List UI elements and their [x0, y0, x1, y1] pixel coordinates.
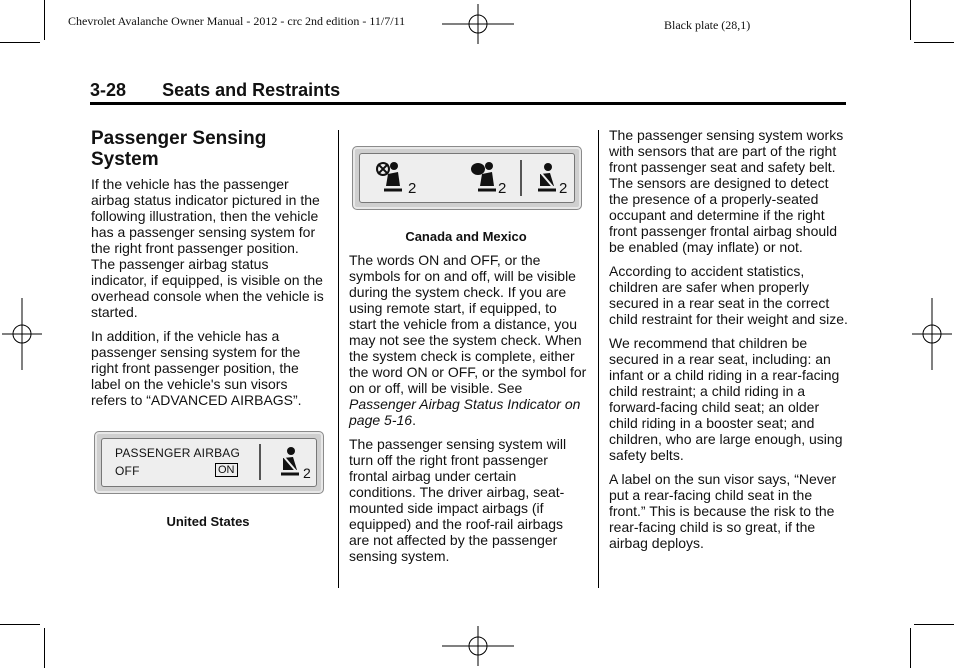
paragraph-text: .: [412, 412, 416, 428]
seat-belt-child-icon: [534, 162, 560, 196]
canada-airbag-indicator: [352, 146, 582, 210]
manual-info: Chevrolet Avalanche Owner Manual - 2012 - crc 2nd edition - 11/7/11: [68, 14, 406, 28]
column-2: [349, 252, 587, 572]
figure-caption: United States: [166, 514, 250, 529]
seat-belt-child-icon: [277, 446, 303, 480]
plate-label: Black plate (28,1): [664, 18, 751, 32]
us-airbag-indicator: [94, 431, 324, 494]
crop-mark: [44, 0, 45, 40]
seat-number: 2: [303, 465, 311, 481]
symbol-number: 2: [408, 180, 417, 197]
paragraph: The passenger sensing system will turn off the right front passenger frontal airbag under certain conditions. The driver airbag, seat-mounted side impact airbags (if equipped) and the roof-rail airbags are not affected by the passenger sensing system.: [349, 436, 567, 564]
airbag-on-icon: [468, 160, 500, 196]
crop-mark: [910, 0, 911, 40]
section-header: [90, 80, 340, 101]
paragraph: A label on the sun visor says, “Never put a rear-facing child seat in the front.” This is because the risk to the rear-facing child is so great, if the airbag deploys.: [609, 471, 837, 551]
indicator-text-line1: PASSENGER AIRBAG: [115, 446, 241, 460]
paragraph: In addition, if the vehicle has a passenger sensing system for the right front passenger position, the label on the vehicle's sun visors refers to “ADVANCED AIRBAGS”.: [91, 328, 302, 408]
article-heading: Passenger Sensing System: [91, 128, 267, 170]
paragraph-text: The words ON and OFF, or the symbols for on and off, will be visible during the system check. If you are using remote start, if equipped, to start the vehicle from a distance, you may not see the system check. When the system check is complete, either the word ON or OFF, or the symbol for on or off, will be visible. See: [349, 252, 587, 396]
cross-reference-link[interactable]: Passenger Airbag Status Indicator on page 5-16: [349, 396, 581, 428]
registration-mark-icon: [442, 4, 514, 44]
crop-mark: [0, 624, 40, 625]
indicator-divider: [259, 444, 261, 480]
crop-mark: [44, 628, 45, 668]
figure-caption: Canada and Mexico: [405, 229, 527, 244]
paragraph: According to accident statistics, children are safer when properly secured in a rear seat in the correct child restraint for their weight and size.: [609, 263, 848, 327]
page-number: 3-28: [90, 80, 127, 100]
crop-mark: [0, 42, 40, 43]
airbag-off-icon: [374, 160, 406, 196]
paragraph: If the vehicle has the passenger airbag status indicator pictured in the following illustration, then the vehicle has a passenger sensing system for the right front passenger position. The passenger airbag status indicator, if equipped, is visible on the overhead console when the vehicle is started.: [91, 176, 324, 320]
registration-mark-icon: [912, 298, 952, 370]
column-1: [91, 128, 326, 416]
paragraph: [349, 252, 587, 428]
indicator-face: [359, 153, 575, 203]
indicator-divider: [520, 160, 522, 196]
indicator-text-line2: OFF: [115, 464, 140, 478]
registration-mark-icon: [2, 298, 42, 370]
section-rule: [90, 102, 846, 105]
on-label: ON: [215, 463, 238, 477]
crop-mark: [910, 628, 911, 668]
column-divider: [598, 130, 599, 588]
symbol-number: 2: [498, 180, 507, 197]
column-3: [609, 127, 849, 559]
column-divider: [338, 130, 339, 588]
registration-mark-icon: [442, 626, 514, 666]
indicator-face: [101, 438, 317, 487]
symbol-number: 2: [559, 180, 568, 197]
paragraph: The passenger sensing system works with sensors that are part of the right front passenger seat and safety belt. The sensors are designed to detect the presence of a properly-seated occupant and determine if the right front passenger frontal airbag should be enabled (may inflate) or not.: [609, 127, 844, 255]
section-title: Seats and Restraints: [162, 80, 341, 100]
crop-mark: [914, 624, 954, 625]
paragraph: We recommend that children be secured in a rear seat, including: an infant or a child riding in a rear-facing child restraint; a child riding in a forward-facing child seat; an older child riding in a booster seat; and children, who are large enough, using safety belts.: [609, 335, 843, 463]
crop-mark: [914, 42, 954, 43]
